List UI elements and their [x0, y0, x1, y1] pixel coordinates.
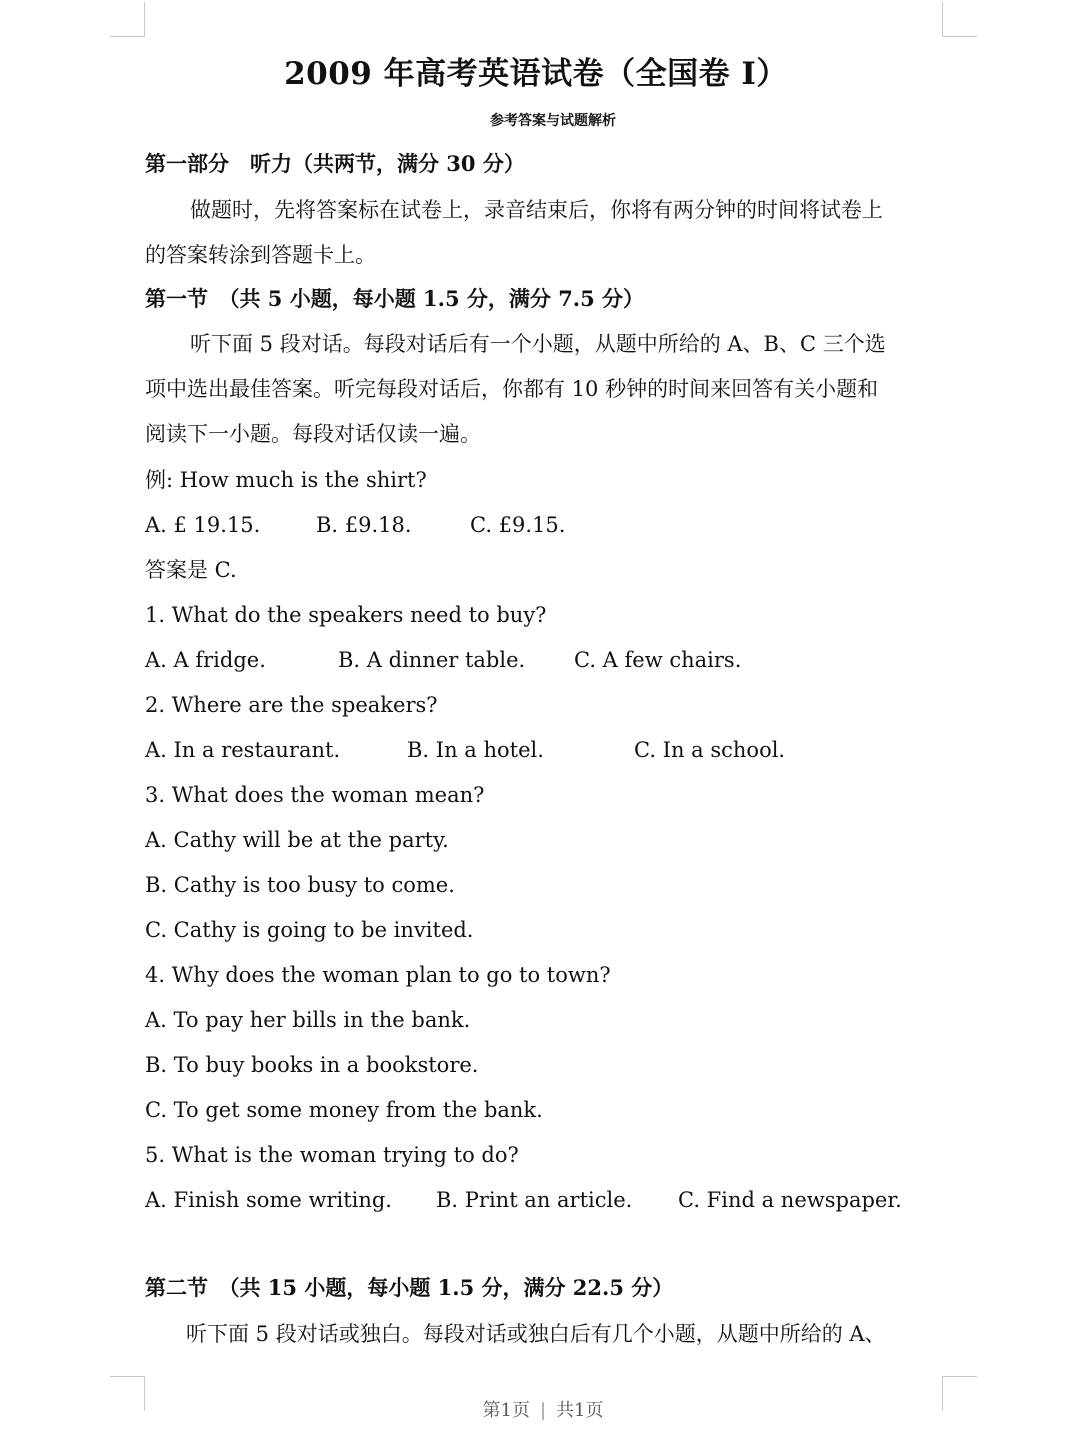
crop-mark-top-right: [942, 2, 977, 37]
q1-option-b: B. A dinner table.: [338, 648, 526, 672]
part1-instruction-line: 做题时，先将答案标在试卷上，录音结束后，你将有两分钟的时间将试卷上: [190, 198, 883, 222]
section1-instruction-line: 项中选出最佳答案。听完每段对话后，你都有 10 秒钟的时间来回答有关小题和: [145, 377, 879, 401]
page-footer: [0, 1396, 1072, 1422]
page-total: 共1页: [556, 1400, 604, 1421]
q3-option-a: A. Cathy will be at the party.: [145, 828, 449, 852]
page-subtitle: 参考答案与试题解析: [490, 113, 616, 129]
example-option-a: A. £ 19.15.: [145, 513, 261, 537]
question-5: 5. What is the woman trying to do?: [145, 1143, 519, 1167]
crop-mark-top-left: [110, 2, 145, 37]
section1-instruction-line: 听下面 5 段对话。每段对话后有一个小题，从题中所给的 A、B、C 三个选: [190, 332, 886, 356]
part1-instruction-line: 的答案转涂到答题卡上。: [145, 243, 376, 267]
footer-separator: |: [539, 1400, 547, 1421]
q1-option-a: A. A fridge.: [145, 648, 266, 672]
q1-option-c: C. A few chairs.: [574, 648, 742, 672]
example-question: 例: How much is the shirt?: [145, 468, 427, 492]
q4-option-a: A. To pay her bills in the bank.: [145, 1008, 471, 1032]
example-option-c: C. £9.15.: [470, 513, 566, 537]
part1-heading: 第一部分 听力（共两节，满分 30 分）: [145, 151, 525, 176]
section2-heading: 第二节 （共 15 小题，每小题 1.5 分，满分 22.5 分）: [145, 1275, 674, 1300]
section2-instruction-line: 听下面 5 段对话或独白。每段对话或独白后有几个小题，从题中所给的 A、: [186, 1322, 886, 1346]
q4-option-b: B. To buy books in a bookstore.: [145, 1053, 479, 1077]
q5-option-a: A. Finish some writing.: [145, 1188, 392, 1212]
q4-option-c: C. To get some money from the bank.: [145, 1098, 543, 1122]
q2-option-a: A. In a restaurant.: [145, 738, 341, 762]
q5-option-c: C. Find a newspaper.: [678, 1188, 902, 1212]
page-number: 第1页: [482, 1400, 530, 1421]
example-answer: 答案是 C.: [145, 558, 237, 582]
section1-heading: 第一节 （共 5 小题，每小题 1.5 分，满分 7.5 分）: [145, 286, 645, 311]
q5-option-b: B. Print an article.: [436, 1188, 633, 1212]
page-title: 2009 年高考英语试卷（全国卷 I）: [284, 56, 788, 92]
example-option-b: B. £9.18.: [316, 513, 412, 537]
question-4: 4. Why does the woman plan to go to town?: [145, 963, 611, 987]
q3-option-c: C. Cathy is going to be invited.: [145, 918, 474, 942]
q2-option-c: C. In a school.: [634, 738, 786, 762]
question-3: 3. What does the woman mean?: [145, 783, 485, 807]
q3-option-b: B. Cathy is too busy to come.: [145, 873, 455, 897]
question-1: 1. What do the speakers need to buy?: [145, 603, 547, 627]
question-2: 2. Where are the speakers?: [145, 693, 438, 717]
q2-option-b: B. In a hotel.: [407, 738, 544, 762]
section1-instruction-line: 阅读下一小题。每段对话仅读一遍。: [145, 422, 481, 446]
